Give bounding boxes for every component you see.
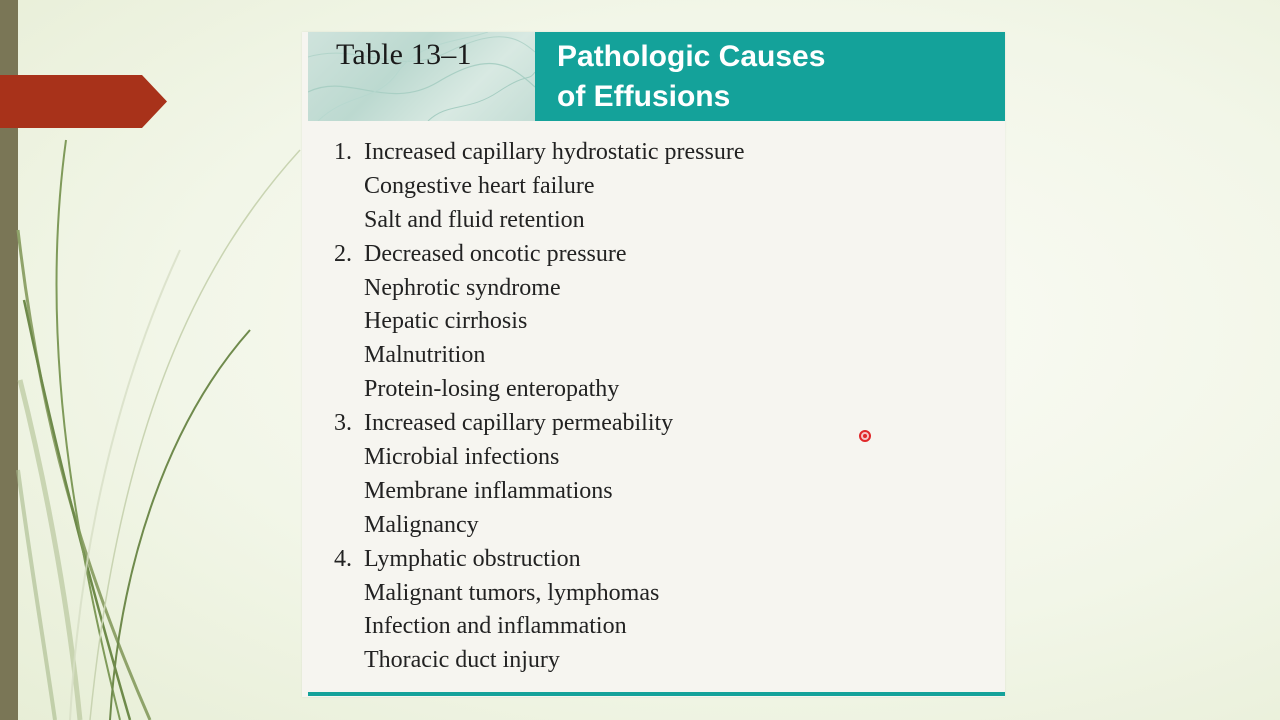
- list-item: [302, 373, 1005, 407]
- cause-list: [302, 136, 1005, 678]
- item-text: Malnutrition: [364, 342, 486, 369]
- table-label-box: [308, 32, 535, 121]
- item-number: 2.: [334, 240, 352, 267]
- list-item: [302, 407, 1005, 441]
- item-text: Microbial infections: [364, 444, 560, 471]
- list-item: [302, 305, 1005, 339]
- item-text: Protein-losing enteropathy: [364, 376, 620, 403]
- list-item: [302, 339, 1005, 373]
- item-number: 1.: [334, 139, 352, 165]
- list-item: [302, 441, 1005, 475]
- item-text: Hepatic cirrhosis: [364, 308, 528, 335]
- item-text: Infection and inflammation: [364, 613, 627, 640]
- item-number: 3.: [334, 410, 352, 437]
- item-text: Increased capillary hydrostatic pressure: [364, 139, 745, 165]
- list-item: [302, 170, 1005, 204]
- item-text: Thoracic duct injury: [364, 647, 560, 674]
- item-number: 4.: [334, 545, 352, 572]
- effusion-causes-table: [302, 32, 1005, 697]
- list-item: [302, 136, 1005, 170]
- table-title-line-2: of Effusions: [557, 80, 731, 113]
- list-item: [302, 610, 1005, 644]
- list-item: [302, 238, 1005, 272]
- table-bottom-rule: [308, 692, 1005, 696]
- item-text: Membrane inflammations: [364, 477, 613, 504]
- item-text: Decreased oncotic pressure: [364, 240, 627, 267]
- list-item: [302, 272, 1005, 306]
- list-item: [302, 577, 1005, 611]
- list-item: [302, 475, 1005, 509]
- table-title: [557, 37, 825, 117]
- list-item: [302, 543, 1005, 577]
- table-title-line-1: Pathologic Causes: [557, 40, 826, 73]
- list-item: [302, 204, 1005, 238]
- item-text: Nephrotic syndrome: [364, 274, 561, 301]
- table-header: [302, 32, 1005, 121]
- laser-pointer-icon: [859, 430, 871, 442]
- list-item: [302, 644, 1005, 678]
- item-text: Congestive heart failure: [364, 172, 595, 199]
- arrow-tab: [0, 75, 167, 128]
- table-title-box: [535, 32, 1005, 121]
- item-text: Malignancy: [364, 511, 479, 538]
- item-text: Malignant tumors, lymphomas: [364, 579, 660, 606]
- item-text: Lymphatic obstruction: [364, 545, 581, 572]
- item-text: Salt and fluid retention: [364, 206, 585, 233]
- table-number-label: Table 13–1: [336, 38, 472, 71]
- item-text: Increased capillary permeability: [364, 410, 674, 437]
- list-item: [302, 509, 1005, 543]
